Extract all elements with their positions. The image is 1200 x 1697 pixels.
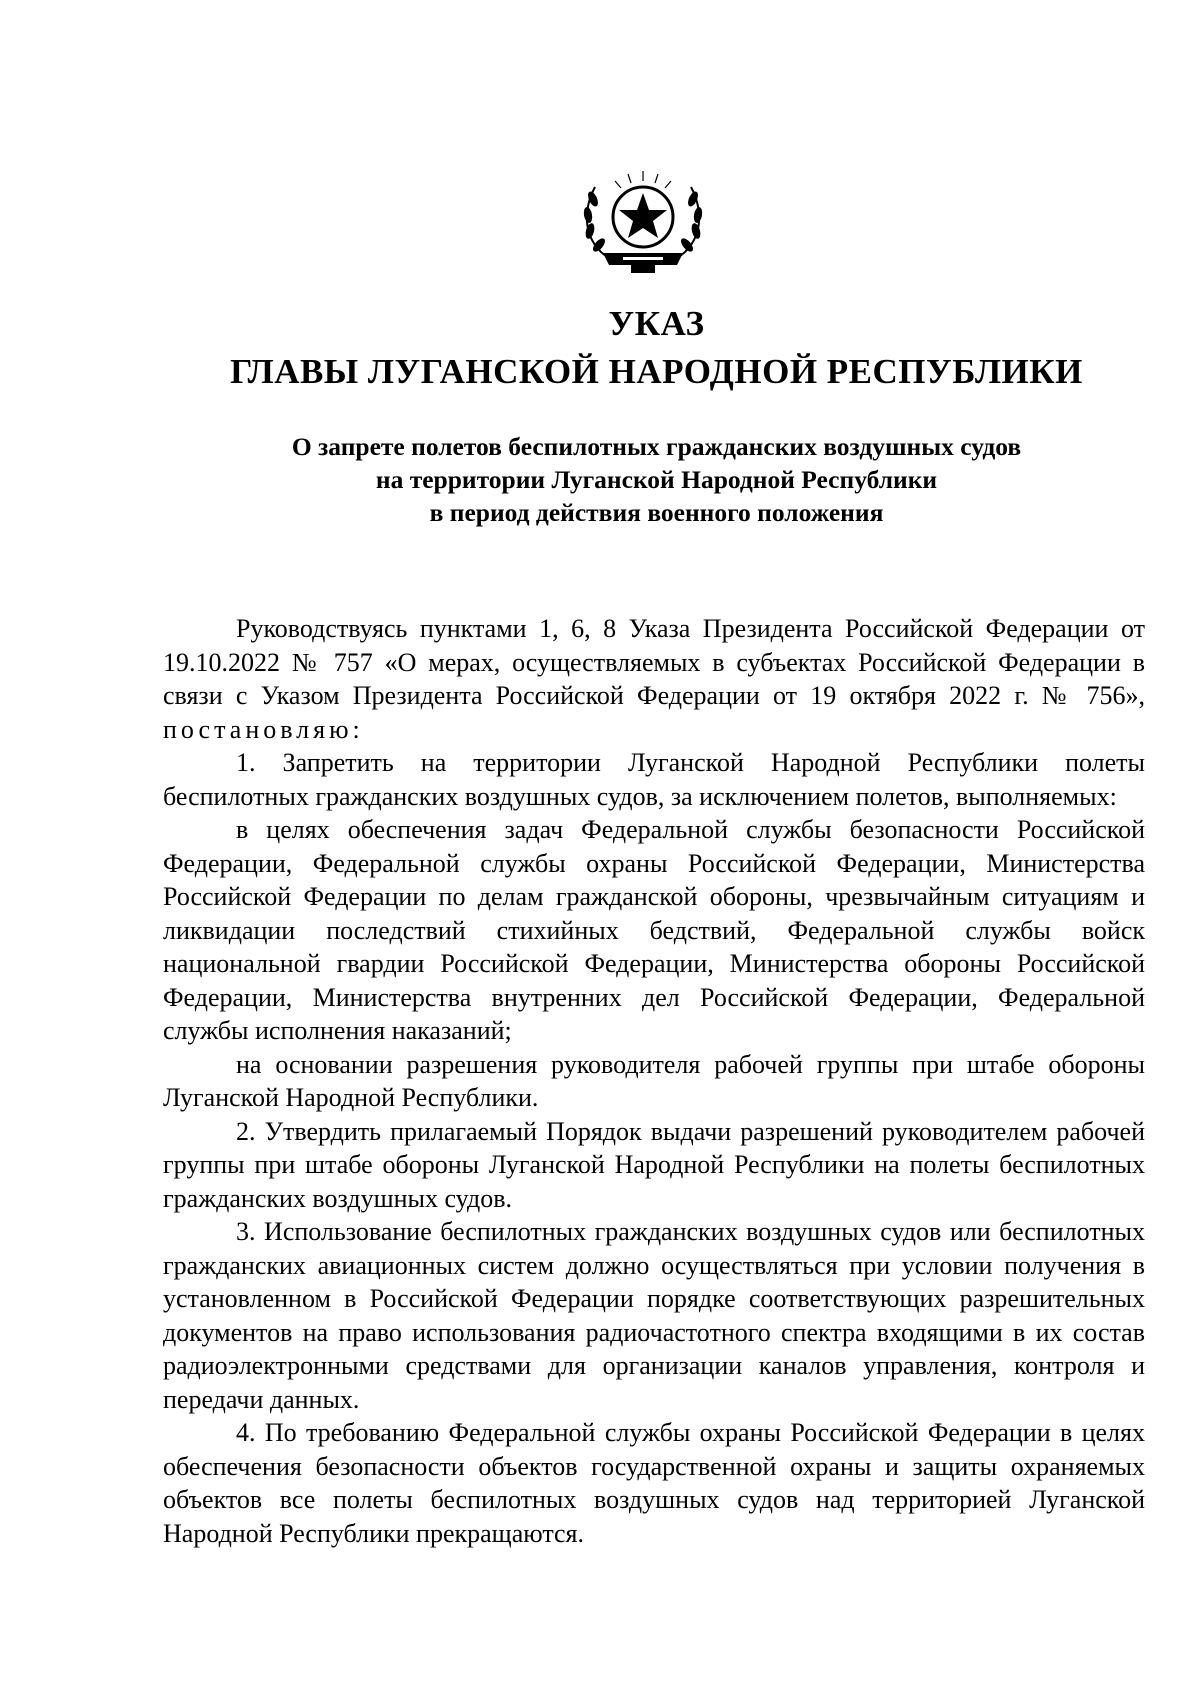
subject-line-2: на территории Луганской Народной Республики: [375, 465, 938, 494]
title-decree-word: УКАЗ: [608, 304, 705, 343]
item-4-paragraph: 4. По требованию Федеральной службы охраны Российской Федерации в целях обеспечения безопасности объектов государственной охраны и защиты охраняемых объектов все полеты беспилотных воздушных судов над территорией Луганской Народной Республики прекращаются.: [163, 1418, 1145, 1548]
preamble-decree-word: постановляю:: [163, 714, 364, 744]
item-1-paragraph: 1. Запретить на территории Луганской Народной Республики полеты беспилотных гражданских воздушных судов, за исключением полетов, выполняемых:: [163, 748, 1145, 811]
subject-line-1: О запрете полетов беспилотных гражданских воздушных судов: [291, 432, 1022, 461]
item-1a-paragraph: в целях обеспечения задач Федеральной службы безопасности Российской Федерации, Федеральной службы охраны Российской Федерации, Министерства Российской Федерации по делам гражданской обороны, чрезвычайным ситуациям и ликвидации последствий стихийных бедствий, Федеральной службы войск национальной гвардии Российской Федерации, Министерства обороны Российской Федерации, Министерства внутренних дел Российской Федерации, Федеральной службы исполнения наказаний;: [163, 815, 1145, 1045]
item-2-paragraph: 2. Утвердить прилагаемый Порядок выдачи разрешений руководителем рабочей группы при штабе обороны Луганской Народной Республики на полеты беспилотных гражданских воздушных судов.: [163, 1116, 1145, 1213]
title-issuer: ГЛАВЫ ЛУГАНСКОЙ НАРОДНОЙ РЕСПУБЛИКИ: [230, 352, 1083, 391]
subject-line-3: в период действия военного положения: [429, 498, 884, 527]
decree-body: [163, 612, 1145, 1550]
item-3-paragraph: 3. Использование беспилотных гражданских воздушных судов или беспилотных гражданских авиационных систем должно осуществляться при условии получения в установленном в Российской Федерации порядке соответствующих разрешительных документов на право использования радиочастотного спектра входящими в их состав радиоэлектронными средствами для организации каналов управления, контроля и передачи данных.: [163, 1217, 1145, 1414]
decree-title: [0, 300, 1200, 396]
preamble-text: Руководствуясь пунктами 1, 6, 8 Указа Президента Российской Федерации от 19.10.2022 № 757 «О мерах, осуществляемых в субъектах Российской Федерации в связи с Указом Президента Российской Федерации от 19 октября 2022 г. № 756»,: [163, 614, 1145, 710]
coat-of-arms-emblem: [573, 165, 713, 277]
preamble-paragraph: [163, 612, 1145, 746]
decree-subject: [0, 430, 1200, 529]
item-1b-paragraph: на основании разрешения руководителя рабочей группы при штабе обороны Луганской Народной Республики.: [163, 1049, 1145, 1112]
